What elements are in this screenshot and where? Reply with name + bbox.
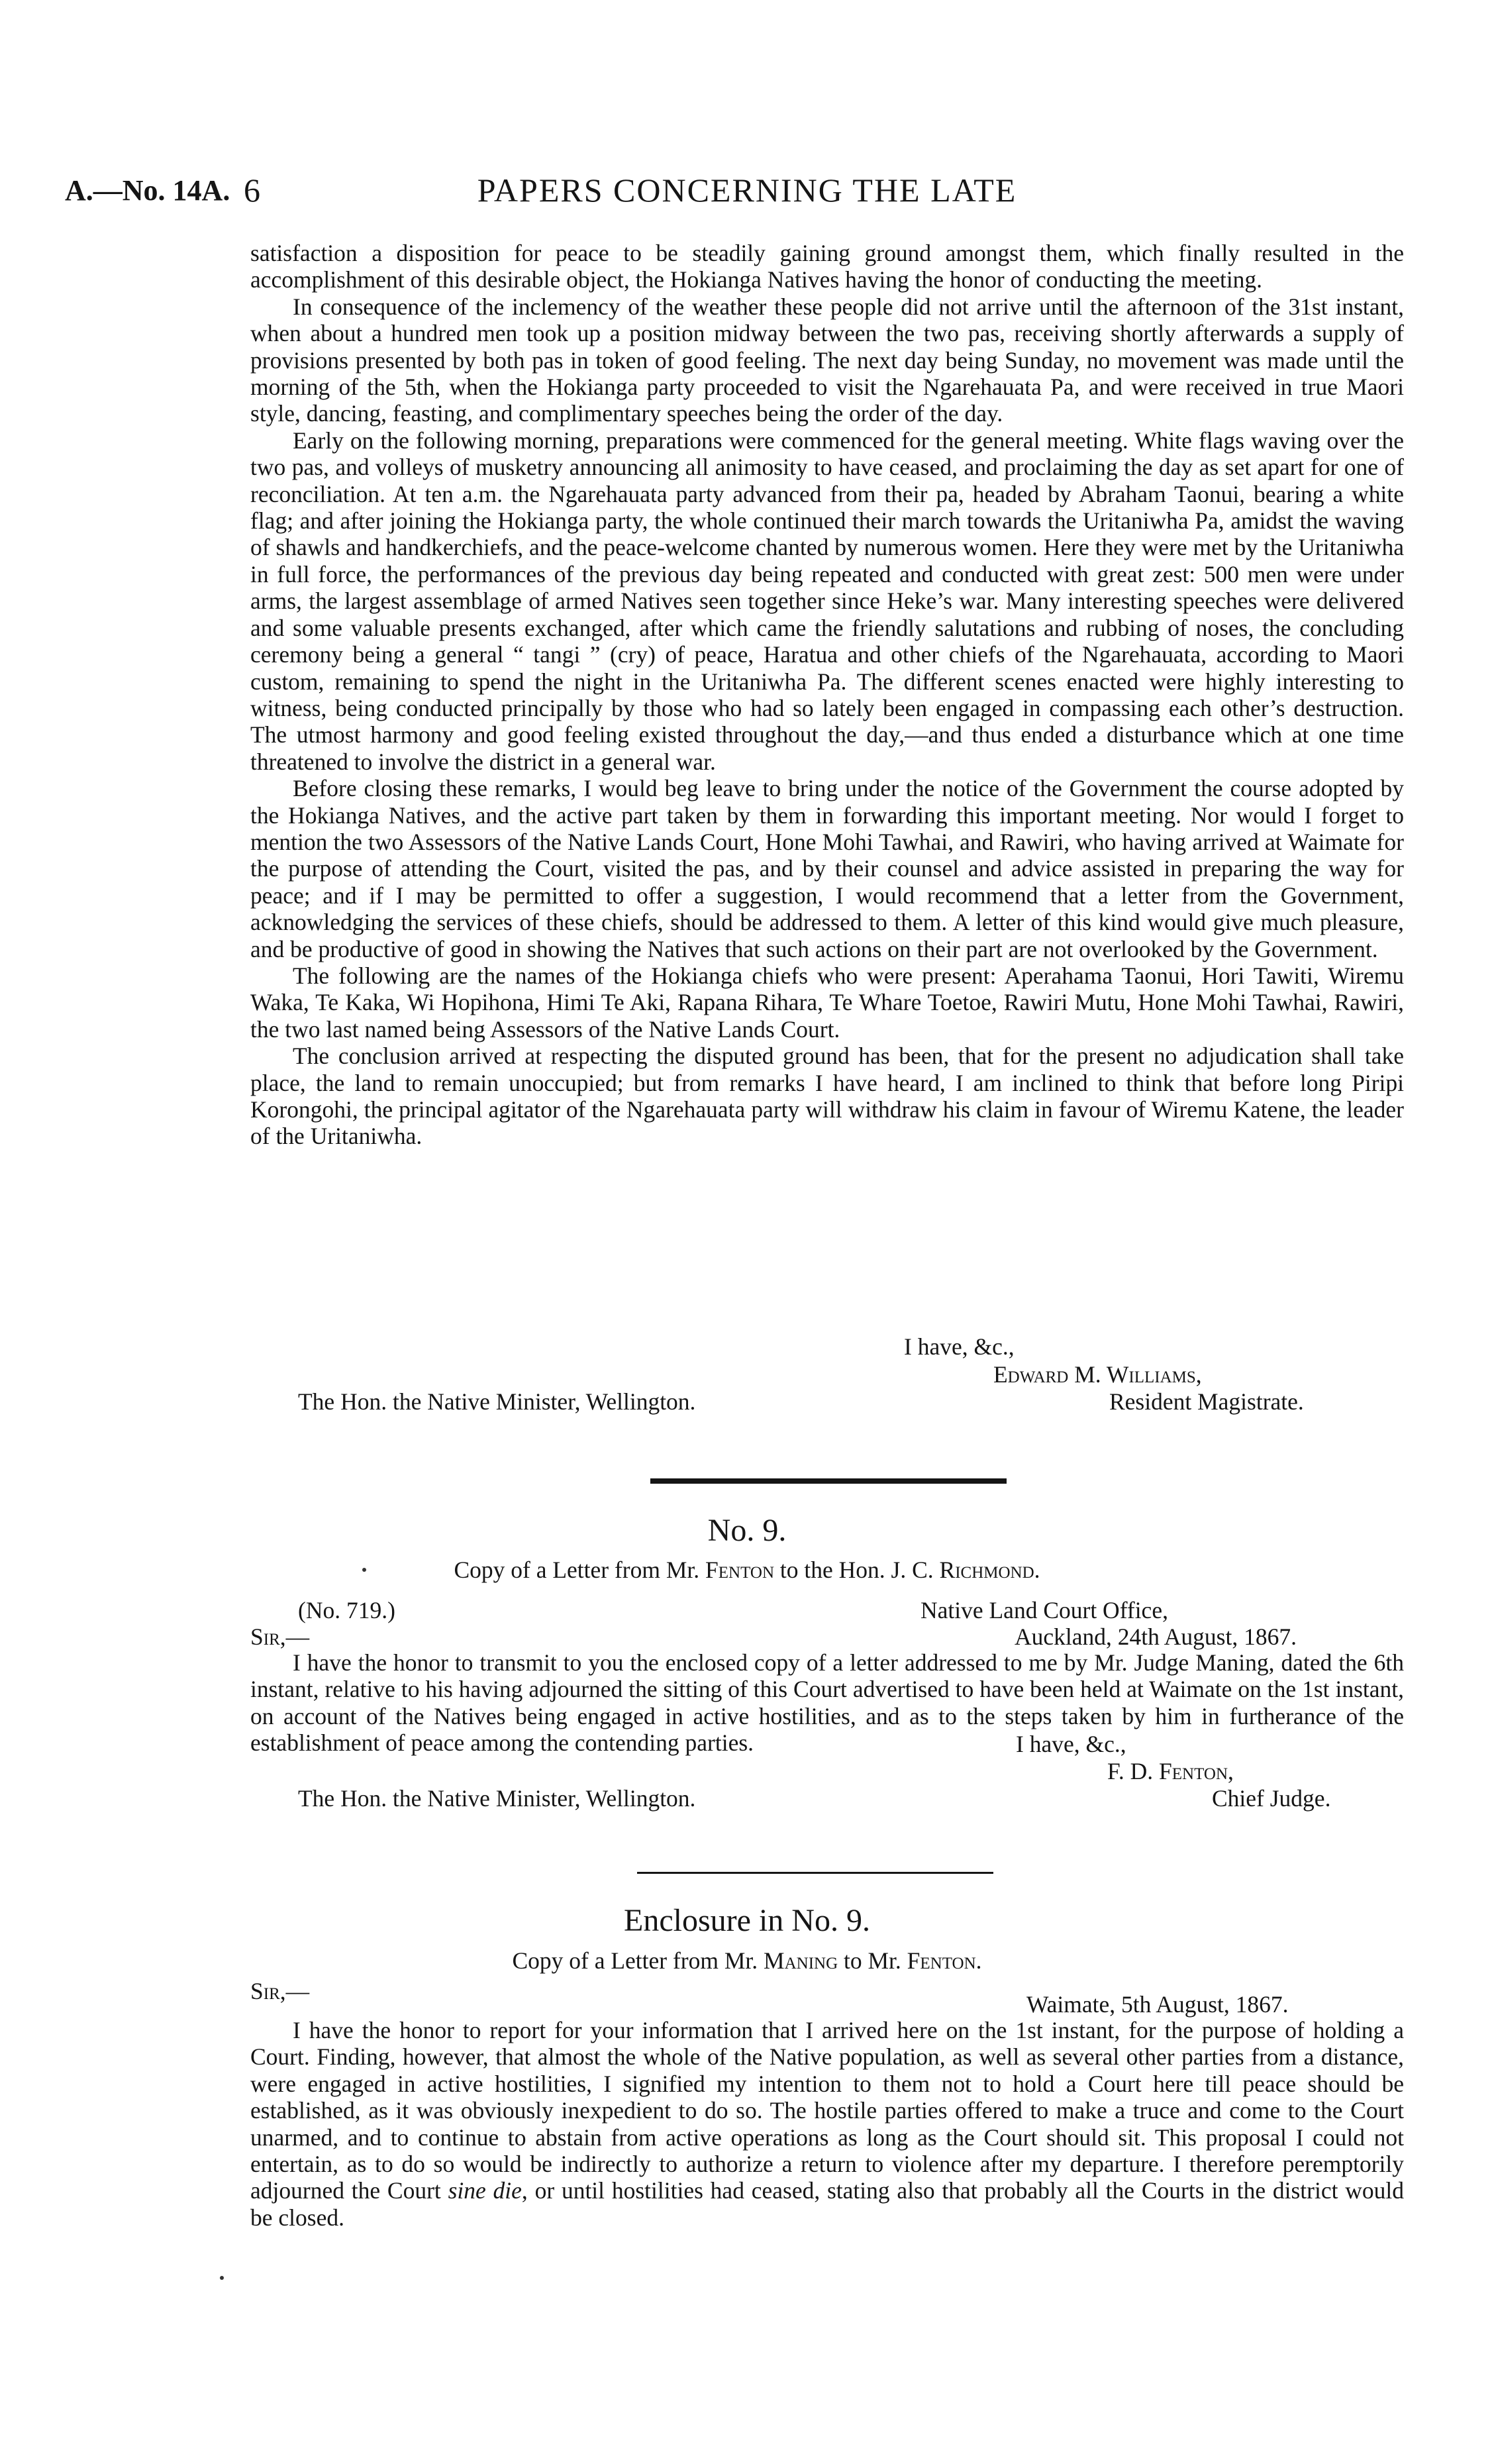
- addressee: The Hon. the Native Minister, Wellington.: [298, 1785, 696, 1812]
- page-header: [0, 171, 1494, 211]
- paper-reference: A.—No. 14A.: [65, 174, 230, 207]
- stray-mark: [220, 2276, 224, 2280]
- closing: I have, &c.,: [904, 1333, 1015, 1360]
- signer-title: Resident Magistrate.: [1109, 1388, 1304, 1415]
- paragraph: Before closing these remarks, I would beg leave to bring under the notice of the Government the course adopted by the Hokianga Natives, and the active part taken by them in forwarding this important meeting. Nor would I forget to mention the two Assessors of the Native Lands Court, Hone Mohi Tawhai, and Rawiri, who having arrived at Waimate for the purpose of attending the Court, visited the pas, and by their counsel and advice assisted in preparing the way for peace; and if I may be permitted to offer a suggestion, I would recommend that a letter from the Government, acknowledging the services of these chiefs, should be addressed to them. A letter of this kind would give much pleasure, and be productive of good in showing the Natives that such actions on their part are not overlooked by the Government.: [250, 775, 1404, 962]
- section-heading: Enclosure in No. 9.: [624, 1903, 870, 1938]
- letter-9-body: [250, 1649, 1404, 1757]
- section-heading: No. 9.: [707, 1513, 787, 1548]
- paragraph: In consequence of the inclemency of the weather these people did not arrive until the afternoon of the 31st instant, when about a hundred men took up a position midway between the two pas, receiving shortly afterwards a supply of provisions presented by both pas in token of good feeling. The next day being Sunday, no movement was made until the morning of the 5th, when the Hokianga party proceeded to visit the Ngarehauata Pa, and were received in true Maori style, dancing, feasting, and complimentary speeches being the order of the day.: [250, 293, 1404, 427]
- place-date: Waimate, 5th August, 1867.: [1026, 1991, 1289, 2018]
- signer-title: Chief Judge.: [1212, 1785, 1331, 1812]
- salutation: Sir,—: [250, 1978, 310, 2004]
- addressee: The Hon. the Native Minister, Wellington.: [298, 1388, 696, 1415]
- paragraph: I have the honor to report for your information that I arrived here on the 1st instant, for the purpose of holding a Court. Finding, however, that almost the whole of the Native population, as well as several other parties from a distance, were engaged in active hostilities, I signified my intention to them not to hold a Court here till peace should be established, as it was obviously inexpedient to do so. The hostile parties offered to make a truce and come to the Court unarmed, and to continue to abstain from active operations as long as the Court should sit. This proposal I could not entertain, as to do so would be indirectly to authorize a return to violence after my departure. I therefore peremptorily adjourned the Court sine die, or until hostilities had ceased, stating also that probably all the Courts in the district would be closed.: [250, 2017, 1405, 2231]
- paragraph: satisfaction a disposition for peace to be steadily gaining ground amongst them, which finally resulted in the accomplishment of this desirable object, the Hokianga Natives having the honor of conducting the meeting.: [250, 240, 1404, 293]
- letter-8-body: [250, 240, 1404, 1150]
- paragraph: The following are the names of the Hokianga chiefs who were present: Aperahama Taonui, Hori Tawiti, Wiremu Waka, Te Kaka, Wi Hopihona, Himi Te Aki, Rapana Rihara, Te Whare Toetoe, Rawiri Mutu, Hone Mohi Tawhai, Rawiri, the two last named being Assessors of the Native Lands Court.: [250, 962, 1404, 1043]
- salutation: Sir,—: [250, 1623, 310, 1650]
- page-number: 6: [244, 172, 260, 209]
- signature: F. D. Fenton,: [1107, 1758, 1234, 1784]
- section-divider-thick: [650, 1478, 1007, 1484]
- enclosure-body: [250, 2017, 1404, 2231]
- letter-subtitle: Copy of a Letter from Mr. Fenton to the Hon. J. C. Richmond.: [454, 1557, 1040, 1583]
- paragraph: I have the honor to transmit to you the enclosed copy of a letter addressed to me by Mr. Judge Maning, dated the 6th instant, relative to his having adjourned the sitting of this Court advertised to have been held at Waimate on the 1st instant, on account of the Natives being engaged in active hostilities, and as to the steps taken by him in furtherance of the establishment of peace among the contending parties.: [250, 1649, 1404, 1757]
- letter-subtitle: Copy of a Letter from Mr. Maning to Mr. Fenton.: [512, 1947, 982, 1974]
- letter-reference: (No. 719.): [298, 1597, 395, 1623]
- paragraph: Early on the following morning, preparations were commenced for the general meeting. White flags waving over the two pas, and volleys of musketry announcing all animosity to have ceased, and proclaiming the day as set apart for one of reconciliation. At ten a.m. the Ngarehauata party advanced from their pa, headed by Abraham Taonui, bearing a white flag; and after joining the Hokianga party, the whole continued their march towards the Uritaniwha Pa, amidst the waving of shawls and handkerchiefs, and the peace-welcome chanted by numerous women. Here they were met by the Uritaniwha in full force, the performances of the previous day being repeated and conducted with great zest: 500 men were under arms, the largest assemblage of armed Natives seen together since Heke’s war. Many interesting speeches were delivered and some valuable presents exchanged, after which came the friendly salutations and rubbing of noses, the concluding ceremony being a general “ tangi ” (cry) of peace, Haratua and other chiefs of the Ngarehauata, according to Maori custom, remaining to spend the night in the Uritaniwha Pa. The different scenes enacted were highly interesting to witness, being conducted principally by those who had so lately been engaged in compassing each other’s destruction. The utmost harmony and good feeling existed throughout the day,—and thus ended a disturbance which at one time threatened to involve the district in a general war.: [250, 427, 1404, 775]
- section-divider-thin: [637, 1872, 993, 1874]
- office-name: Native Land Court Office,: [921, 1597, 1168, 1623]
- closing: I have, &c.,: [1016, 1731, 1126, 1757]
- place-date: Auckland, 24th August, 1867.: [1015, 1623, 1297, 1650]
- paragraph: The conclusion arrived at respecting the disputed ground has been, that for the present no adjudication shall take place, the land to remain unoccupied; but from remarks I have heard, I am inclined to think that before long Piripi Korongohi, the principal agitator of the Ngarehauata party will withdraw his claim in favour of Wiremu Katene, the leader of the Uritaniwha.: [250, 1043, 1404, 1150]
- signature: Edward M. Williams,: [993, 1361, 1202, 1388]
- running-title: PAPERS CONCERNING THE LATE: [477, 172, 1017, 209]
